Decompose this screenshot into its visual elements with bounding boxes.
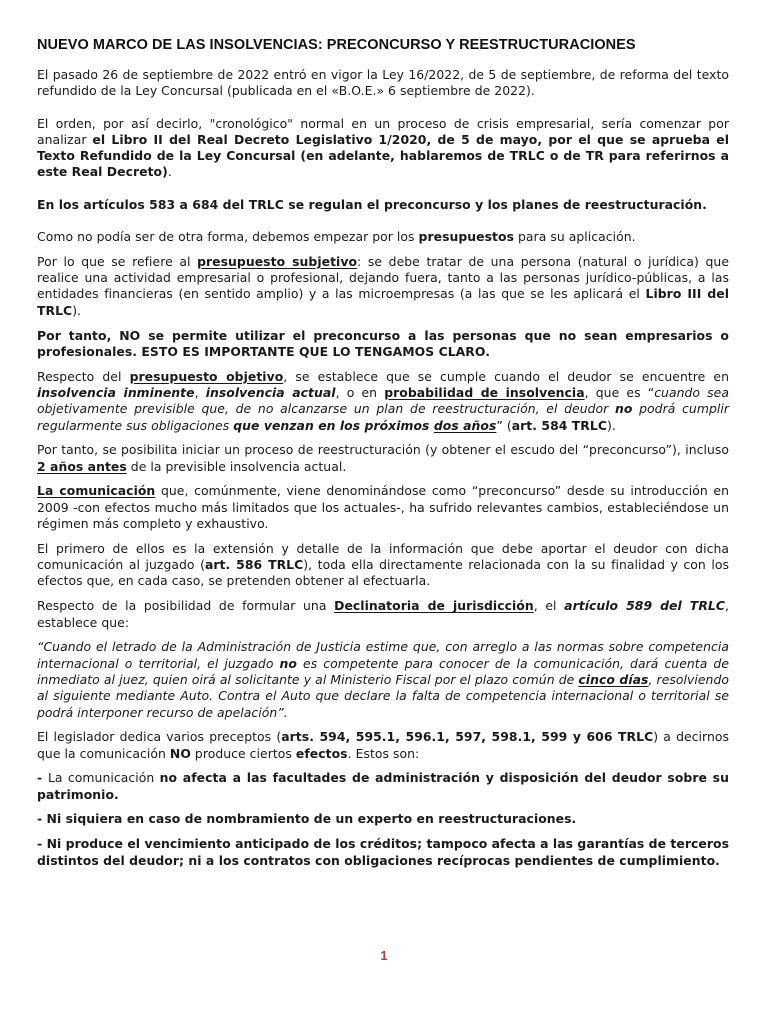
- document-body: [37, 37, 729, 877]
- paragraph-presupuestos: Como no podía ser de otra forma, debemos empezar por los presupuestos para su aplicación.: [37, 229, 636, 245]
- paragraph-no-empresarios: Por tanto, NO se permite utilizar el preconcurso a las personas que no sean empresarios o profesionales. ESTO ES IMPORTANTE QUE LO TENGAMOS CLARO.: [37, 327, 729, 359]
- paragraph-presupuesto-objetivo: Respecto del presupuesto objetivo, se establece que se cumple cuando el deudor se encuentre en insolvencia inminente, insolvencia actual, o en probabilidad de insolvencia, que es “cuando sea objetivamente previsible que, de no alcanzarse un plan de reestructuración, el deudor no podrá cumplir regularmente sus obligaciones que venzan en los próximos dos años” (art. 584 TRLC).: [37, 368, 730, 433]
- paragraph-chronological-order: El orden, por así decirlo, "cronológico" normal en un proceso de crisis empresarial, sería comenzar por analizar el Libro II del Real Decreto Legislativo 1/2020, de 5 de mayo, por el que se aprueba el Texto Refundido de la Ley Concursal (en adelante, hablaremos de TRLC o de TR para referirnos a este Real Decreto).: [37, 115, 729, 180]
- paragraph-escudo-preconcurso: Por tanto, se posibilita iniciar un proceso de reestructuración (y obtener el escudo del “preconcurso”), incluso 2 años antes de la previsible insolvencia actual.: [37, 442, 729, 474]
- paragraph-intro: El pasado 26 de septiembre de 2022 entró en vigor la Ley 16/2022, de 5 de septiembre, de reforma del texto refundido de la Ley Concursal (publicada en el «B.O.E.» 6 septiembre de 2022).: [37, 67, 729, 99]
- bullet-vencimiento: - Ni produce el vencimiento anticipado de los créditos; tampoco afecta a las garantías de terceros distintos del deudor; ni a los contratos con obligaciones recíprocas pendientes de cumplimiento.: [37, 836, 729, 868]
- paragraph-articles-583-684: En los artículos 583 a 684 del TRLC se regulan el preconcurso y los planes de reestructuración.: [37, 196, 707, 212]
- paragraph-cita-articulo-589: “Cuando el letrado de la Administración de Justicia estime que, con arreglo a las normas sobre competencia internacional o territorial, el juzgado no es competente para conocer de la comunicación, dará cuenta de inmediato al juez, quien oirá al solicitante y al Ministerio Fiscal por el plazo común de cinco días, resolviendo al siguiente mediante Auto. Contra el Auto que declare la falta de competencia internacional o territorial se podrá interponer recurso de apelación”.: [37, 639, 730, 720]
- bullet-experto: - Ni siquiera en caso de nombramiento de un experto en reestructuraciones.: [37, 811, 577, 827]
- document-title: NUEVO MARCO DE LAS INSOLVENCIAS: PRECONCURSO Y REESTRUCTURACIONES: [37, 37, 636, 53]
- paragraph-efectos: El legislador dedica varios preceptos (arts. 594, 595.1, 596.1, 597, 598.1, 599 y 606 TRLC) a decirnos que la comunicación NO produce ciertos efectos. Estos son:: [37, 729, 730, 761]
- paragraph-extension-informacion: El primero de ellos es la extensión y detalle de la información que debe aportar el deudor con dicha comunicación al juzgado (art. 586 TRLC), toda ella directamente relacionada con la su finalidad y con los efectos que, en cada caso, se pretenden obtener al efectuarla.: [37, 540, 729, 589]
- paragraph-la-comunicacion: La comunicación que, comúnmente, viene denominándose como “preconcurso” desde su introducción en 2009 -con efectos mucho más limitados que los actuales-, ha sufrido relevantes cambios, estableciéndose un régimen más completo y exhaustivo.: [37, 483, 729, 532]
- page-number: 1: [380, 948, 388, 963]
- paragraph-declinatoria: Respecto de la posibilidad de formular una Declinatoria de jurisdicción, el artículo 589 del TRLC, establece que:: [37, 598, 729, 630]
- bullet-facultades: - La comunicación no afecta a las facultades de administración y disposición del deudor sobre su patrimonio.: [37, 770, 729, 802]
- paragraph-presupuesto-subjetivo: Por lo que se refiere al presupuesto subjetivo: se debe tratar de una persona (natural o jurídica) que realice una actividad empresarial o profesional, dejando fuera, tanto a las personas jurídico-públicas, a las entidades financieras (en sentido amplio) y a las microempresas (a las que se les aplicará el Libro III del TRLC).: [37, 253, 730, 318]
